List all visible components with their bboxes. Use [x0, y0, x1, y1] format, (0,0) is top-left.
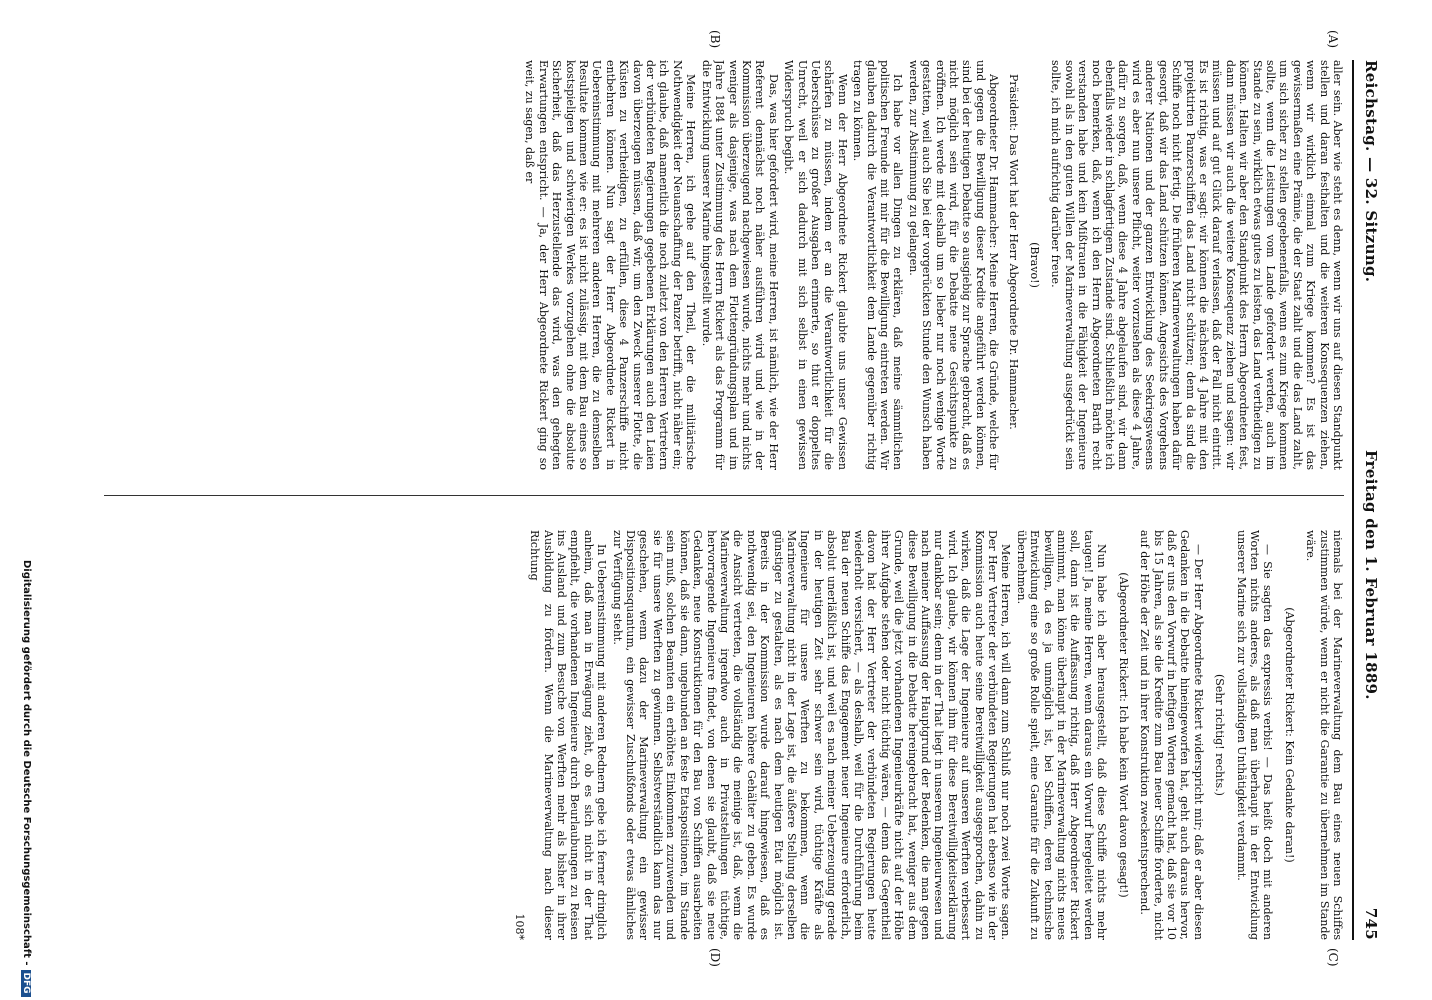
- paragraph: aller sein. Aber wie steht es denn, wenn wir uns auf diesen Standpunkt stellen und daran festhalten und die weiteren Konsequenzen ziehen, wenn wir wirklich einmal zum Kriege kommen? Es ist das gewissermaßen eine Prämie, die der Staat zahlt und die das Land zahlt, um sich sicher zu stellen gegebenenfalls, wenn es zum Kriege kommen sollte, wenn die Leistungen vom Lande gefordert werden, auch im Stande zu sein, wirklich etwas gutes zu leisten, das Land vertheidigen zu können. Halten wir aber den Standpunkt des Herrn Abgeordneten fest, dann müssen wir auch die weitere Konsequenz ziehen und sagen: wir müssen und auf gut Glück darauf verlassen, daß der Fall nicht eintritt. Es ist richtig, was er sagt: wir können die nächsten 4 Jahre mit den projektirten Panzerschiffen das Land nicht schützen; denn da sind die Schiffe noch nicht fertig. Die früheren Marineverwaltungen haben dafür gesorgt, daß wir das Land schützen können. Angesichts des Vorgehens anderer Nationen und der ganzen Entwicklung des Seekriegswesens wird es aber nun unsere Pflicht, weiter vorzusehen als diese 4 Jahre, dafür zu sorgen, daß, wenn diese 4 Jahre abgelaufen sind, wir dann ebenfalls wieder in schlagfertigem Zustande sind. Schließlich möchte ich noch bemerken, daß, wenn ich den Herrn Abgeordneten Barth recht verstanden habe und kein Mißtrauen in die Fähigkeit der Ingenieure sowohl als in den guten Willen der Marineverwaltung ausgedrückt sein sollte, ich mich aufrichtig darüber freue.: [1049, 60, 1344, 470]
- interjection: (Abgeordneter Rickert: Kein Gedanke daran!): [1282, 607, 1296, 863]
- paragraph: Meine Herren, ich will dann zum Schluß nur noch zwei Worte sagen. Der Herr Vertreter der verbündeten Regierungen hat ebenso wie in der Kommission auch heute seine Bereitwilligkeit ausgesprochen, dahin zu wirken, daß die Lage der Ingenieure auf unseren Werften verbessert wird. Ich glaube, wir können ihm für diese Bereitwilligkeitserklärung nur dankbar sein; denn in der That liegt in unserem Ingenieurwesen und nach meiner Auffassung der Hauptgrund der Bedenken, die man gegen diese Bewilligung in die Debatte hereingebracht hat, weniger aus dem Grunde, weil die jetzt vorhandenen Ingenieurkräfte nicht auf der Höhe ihrer Aufgabe stehen oder nicht tüchtig wären, — denn das Gegentheil davon hat der Herr Vertreter der verbündeten Regierungen heute wiederholt versichert, — als deshalb, weil für die Durchführung beim Bau der neuen Schiffe das Engagement neuer Ingenieure erforderlich, absolut unerläßlich ist, und weil es nach meiner Ueberzeugung gerade in der heutigen Zeit sehr schwer sein wird, tüchtige Kräfte als Ingenieure für unsere Werften zu bekommen, wenn die Marineverwaltung nicht in der Lage ist, die äußere Stellung derselben günstiger zu gestalten, als es nach dem heutigen Etat möglich ist. Bereits in der Kommission wurde darauf hingewiesen, daß es nothwendig sei, den Ingenieuren höhere Gehälter zu geben. Es wurde die Ansicht vertreten, die vollständig die meinige ist, daß, wenn die Marineverwaltung irgendwo auch in Privatstellungen tüchtige, hervorragende Ingenieure findet, von denen sie glaubt, daß sie neue Gedanken, neue Konstruktionen für den Bau von Schiffen ausarbeiten können, daß sie dann, ungebunden an feste Etatspositionen, im Stande sein muß, solchen Beamten ein erhöhtes Einkommen zuzuwenden und sie für unsere Werften zu gewinnen. Selbstverständlich kann das nur geschehen, wenn dazu der Marineverwaltung ein gewisser Dispositionsquantum, ein gewisser Zuschußfonds oder etwas ähnliches zur Verfügung steht.: [610, 530, 1013, 940]
- paragraph: Nun habe ich aber herausgestellt, daß diese Schiffe nichts mehr taugen! Ja, meine Herren, wenn daraus ein Vorwurf hergeleitet werden soll, dann ist die Auffassung richtig, daß Herr Abgeordneter Rickert annimmt, man könne überhaupt in der Marineverwaltung nichts neues bewilligen, da es ja unmöglich ist, bei Schiffen, deren technische Entwicklung eine so große Rolle spielt, eine Garantie für die Zukunft zu übernehmen.: [1014, 530, 1109, 940]
- paragraph: Ich habe vor allen Dingen zu erklären, daß meine sämmtlichen politischen Freunde mit mir für die Bewilligung eintreten werden. Wir glauben dadurch die Verantwortlichkeit dem Lande gegenüber richtig tragen zu können.: [851, 60, 905, 470]
- dfg-logo: DFG: [21, 970, 31, 997]
- running-header: [1356, 60, 1380, 940]
- margin-marker-a: (A): [1326, 30, 1340, 49]
- header-page-number: 745: [1362, 907, 1380, 940]
- paragraph: — Sie sagten das expressis verbis! — Das heißt doch mit anderen Worten nichts anderes, als daß man überhaupt in der Entwicklung unserer Marine sich zur vollständigen Unthätigkeit verdammt.: [1234, 530, 1275, 940]
- header-session: Reichstag. — 32. Sitzung.: [1362, 60, 1380, 283]
- interjection: (Sehr richtig! rechts.): [1213, 674, 1227, 796]
- text-column-left: [94, 60, 1344, 470]
- paragraph: — Der Herr Abgeordnete Rickert widerspricht mir; daß er aber diesen Gedanken in die Debatte hineingeworfen hat, geht auch daraus hervor, daß er uns den Vorwurf in heftigen Worten gemacht hat, daß sie vor 10 bis 15 Jahren, als sie die Kredite zum Bau neuer Schiffe forderte, nicht auf der Höhe der Zeit und in ihrer Konstruktion zweckentsprechend.: [1138, 530, 1205, 940]
- paragraph: niemals bei der Marineverwaltung dem Bau eines neuen Schiffes zustimmen würde, wenn er nicht die Garantie zu übernehmen im Stande wäre.: [1304, 530, 1344, 940]
- interjection: (Abgeordneter Rickert: Ich habe kein Wort davon gesagt!): [1116, 572, 1130, 898]
- text-column-right: [94, 530, 1344, 940]
- signature-mark: 108*: [512, 913, 526, 940]
- digitization-credit: [21, 560, 32, 997]
- column-divider: [104, 495, 1344, 496]
- paragraph: Das, was hier gefordert wird, meine Herren, ist nämlich, wie der Herr Referent dennächst noch näher ausführen wird und wie in der Kommission überzeugend nachgewiesen wurde, nichts mehr und nichts weniger als dasjenige, was nach dem Flottengründungsplan und im Jahre 1884 unter Zustimmung des Herrn Rickert als das Programm für die Entwicklung unserer Marine hingestellt wurde.: [699, 60, 780, 470]
- header-rule: [1352, 60, 1354, 940]
- margin-marker-d: (D): [708, 948, 722, 967]
- margin-marker-b: (B): [708, 30, 722, 49]
- credit-text: Digitalisierung gefördert durch die Deutsche Forschungsgemeinschaft -: [21, 560, 32, 966]
- paragraph: Wenn der Herr Abgeordnete Rickert glaubte uns unser Gewissen schärfen zu müssen, indem er an die Verantwortlichkeit für die Ueberschüsse zu großer Ausgaben erinnerte, so thut er doppeltes Unrecht, weil er sich dadurch mit sich selbst in einen gewissen Widerspruch begibt.: [782, 60, 849, 470]
- paragraph: Meine Herren, ich gehe auf den Theil, der die militärische Nothwendigkeit der Neuanschaffung der Panzer betrifft, nicht näher ein; ich glaube, daß namentlich die noch zuletzt von den Herren Vertretern der verbündeten Regierungen gegebenen Erklärungen auch den Laien davon überzeugen müssen, daß wir, um den Zweck unserer Flotte, die Küsten zu vertheidigen, zu erfüllen, diese 4 Panzerschiffe nicht entbehren können. Nun sagt der Herr Abgeordnete Rickert in Uebereinstimmung mit mehreren anderen Herren, die zu demselben Resultate kommen wie er: es ist nicht zulässig, mit dem Bau eines so kostspieligen und schwierigen Werkes vorzugehen ohne die absolute Sicherheit, daß das Herzustellende das wird, was den gehegten Erwartungen entspricht. — Ja, der Herr Abgeordnete Rickert ging so weit, zu sagen, daß er: [523, 60, 698, 470]
- interjection: (Bravo!): [1028, 242, 1042, 288]
- header-date: Freitag den 1. Februar 1889.: [1362, 450, 1380, 700]
- speaker-paragraph: Präsident: Das Wort hat der Herr Abgeordnete Dr. Hammacher.: [1006, 74, 1020, 430]
- margin-marker-c: (C): [1326, 948, 1340, 967]
- paragraph: In Uebereinstimmung mit anderen Rednern gebe ich ferner dringlich anheim, daß man in Erwägung zieht, ob es sich nicht in der That empfiehlt, die vorhandenen Ingenieure durch Beurlaubungen zu Reisen ins Ausland und zum Besuche von Werften mehr als bisher in ihrer Ausbildung zu fördern. Wenn die Marineverwaltung nach dieser Richtung: [528, 530, 609, 940]
- speaker-paragraph: Abgeordneter Dr. Hammacher: Meine Herren, die Gründe, welche für und gegen die Bewilligung dieser Kredite angeführt werden können, sind bei der heutigen Debatte so ausgiebig zur Sprache gebracht, daß es nicht möglich sein wird, für die Debatte neue Gesichtspunkte zu eröffnen. Ich werde mit deshalb um so lieber nur noch wenige Worte gestatten, weil auch Sie bei der vorgerückten Stunde den Wunsch haben werden, zur Abstimmung zu gelangen.: [906, 60, 1001, 470]
